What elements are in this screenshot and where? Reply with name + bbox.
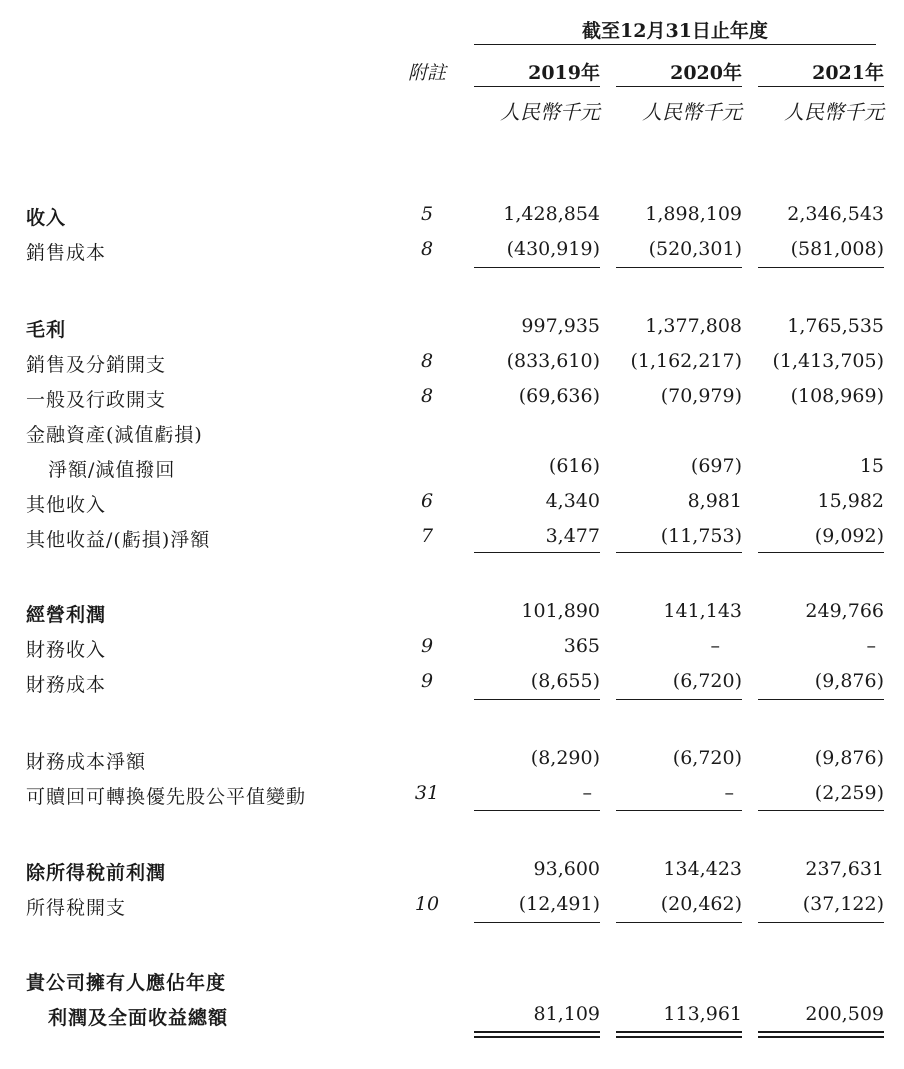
row-income-tax	[0, 893, 904, 923]
value-2021: 2,346,543	[787, 203, 884, 225]
value-2019: (8,290)	[530, 747, 600, 769]
value-2021: 15,982	[817, 490, 884, 512]
value-2019: (69,636)	[518, 385, 600, 407]
row-note: 8	[420, 385, 434, 407]
row-operating-profit	[0, 600, 904, 630]
row-label: 其他收益/(虧損)淨額	[26, 529, 211, 551]
row-label: 貴公司擁有人應佔年度	[26, 972, 227, 994]
value-2019: 1,428,854	[503, 203, 600, 225]
row-label: 利潤及全面收益總額	[48, 1007, 229, 1029]
row-label: 一般及行政開支	[26, 389, 167, 411]
subtotal-rule	[616, 552, 742, 553]
value-2020: (20,462)	[660, 893, 742, 915]
row-note: 8	[420, 238, 434, 260]
value-2019: 4,340	[545, 490, 600, 512]
row-note: 7	[420, 525, 434, 547]
row-revenue	[0, 203, 904, 233]
value-2019: 365	[563, 635, 600, 657]
subtotal-rule	[474, 922, 600, 923]
row-note: 9	[420, 670, 434, 692]
unit-label: 人民幣千元	[500, 100, 600, 124]
value-2021: 200,509	[805, 1003, 884, 1025]
value-2020: (70,979)	[660, 385, 742, 407]
value-2021: (1,413,705)	[772, 350, 884, 372]
row-note: 5	[420, 203, 434, 225]
row-label: 財務收入	[26, 639, 107, 661]
row-fair-value-change	[0, 782, 904, 812]
row-cost-of-sales	[0, 238, 904, 268]
value-2020: –	[710, 635, 720, 657]
value-2021: –	[866, 635, 876, 657]
year-underline	[616, 86, 742, 87]
subtotal-rule	[616, 922, 742, 923]
row-note: 9	[420, 635, 434, 657]
row-profit-before-tax	[0, 858, 904, 888]
value-2020: (697)	[690, 455, 742, 477]
value-2019: (8,655)	[530, 670, 600, 692]
row-note: 10	[414, 893, 440, 915]
total-double-rule	[758, 1031, 884, 1038]
value-2021: (9,092)	[814, 525, 884, 547]
row-total-comprehensive-income	[0, 1003, 904, 1033]
value-2021: 249,766	[805, 600, 884, 622]
value-2020: 134,423	[663, 858, 742, 880]
row-label: 可贖回可轉換優先股公平值變動	[26, 786, 307, 808]
value-2019: (430,919)	[506, 238, 600, 260]
unit-label: 人民幣千元	[642, 100, 742, 124]
value-2019: –	[582, 782, 592, 804]
value-2019: 101,890	[521, 600, 600, 622]
subtotal-rule	[474, 267, 600, 268]
unit-label: 人民幣千元	[784, 100, 884, 124]
value-2021: (9,876)	[814, 747, 884, 769]
row-other-income	[0, 490, 904, 520]
value-2021: 15	[859, 455, 884, 477]
note-column-header: 附註	[407, 62, 446, 84]
row-label: 所得稅開支	[26, 897, 127, 919]
row-note: 6	[420, 490, 434, 512]
row-label: 除所得稅前利潤	[26, 862, 167, 884]
row-finance-income	[0, 635, 904, 665]
value-2020: 1,377,808	[645, 315, 742, 337]
year-header-2020: 2020年	[670, 62, 742, 84]
value-2021: (37,122)	[802, 893, 884, 915]
value-2020: 113,961	[663, 1003, 742, 1025]
subtotal-rule	[758, 922, 884, 923]
row-gross-profit	[0, 315, 904, 345]
row-impairment-heading	[0, 420, 904, 450]
value-2020: 1,898,109	[645, 203, 742, 225]
subtotal-rule	[758, 267, 884, 268]
row-label: 財務成本淨額	[26, 751, 147, 773]
value-2019: (833,610)	[506, 350, 600, 372]
value-2020: 8,981	[687, 490, 742, 512]
value-2021: 237,631	[805, 858, 884, 880]
value-2020: –	[724, 782, 734, 804]
subtotal-rule	[474, 552, 600, 553]
year-header-2021: 2021年	[812, 62, 884, 84]
value-2021: (108,969)	[790, 385, 884, 407]
value-2021: 1,765,535	[787, 315, 884, 337]
value-2021: (581,008)	[790, 238, 884, 260]
row-label: 經營利潤	[26, 604, 107, 626]
value-2020: (6,720)	[672, 747, 742, 769]
value-2019: (12,491)	[518, 893, 600, 915]
period-heading: 截至12月31日止年度	[582, 20, 768, 42]
value-2020: 141,143	[663, 600, 742, 622]
row-impairment-net	[0, 455, 904, 485]
subtotal-rule	[616, 699, 742, 700]
total-double-rule	[474, 1031, 600, 1038]
row-admin-expenses	[0, 385, 904, 415]
year-underline	[474, 86, 600, 87]
row-label: 毛利	[26, 319, 67, 341]
row-note: 31	[414, 782, 440, 804]
value-2019: (616)	[548, 455, 600, 477]
value-2019: 3,477	[545, 525, 600, 547]
row-label: 其他收入	[26, 494, 107, 516]
year-header-2019: 2019年	[528, 62, 600, 84]
value-2020: (520,301)	[648, 238, 742, 260]
row-label: 淨額/減值撥回	[48, 459, 176, 481]
row-label: 收入	[26, 207, 67, 229]
value-2020: (6,720)	[672, 670, 742, 692]
value-2019: 93,600	[533, 858, 600, 880]
row-label: 金融資產(減值虧損)	[26, 424, 203, 446]
row-net-finance-costs	[0, 747, 904, 777]
value-2020: (11,753)	[660, 525, 742, 547]
subtotal-rule	[758, 810, 884, 811]
row-label: 銷售成本	[26, 242, 107, 264]
total-double-rule	[616, 1031, 742, 1038]
subtotal-rule	[474, 810, 600, 811]
row-label: 財務成本	[26, 674, 107, 696]
value-2019: 81,109	[533, 1003, 600, 1025]
row-other-gains	[0, 525, 904, 555]
row-label: 銷售及分銷開支	[26, 354, 167, 376]
value-2021: (9,876)	[814, 670, 884, 692]
year-underline	[758, 86, 884, 87]
value-2021: (2,259)	[814, 782, 884, 804]
subtotal-rule	[758, 699, 884, 700]
value-2019: 997,935	[521, 315, 600, 337]
value-2020: (1,162,217)	[630, 350, 742, 372]
subtotal-rule	[616, 267, 742, 268]
subtotal-rule	[474, 699, 600, 700]
row-note: 8	[420, 350, 434, 372]
period-underline	[474, 44, 876, 45]
row-selling-expenses	[0, 350, 904, 380]
row-finance-costs	[0, 670, 904, 700]
subtotal-rule	[758, 552, 884, 553]
subtotal-rule	[616, 810, 742, 811]
row-total-heading	[0, 968, 904, 998]
